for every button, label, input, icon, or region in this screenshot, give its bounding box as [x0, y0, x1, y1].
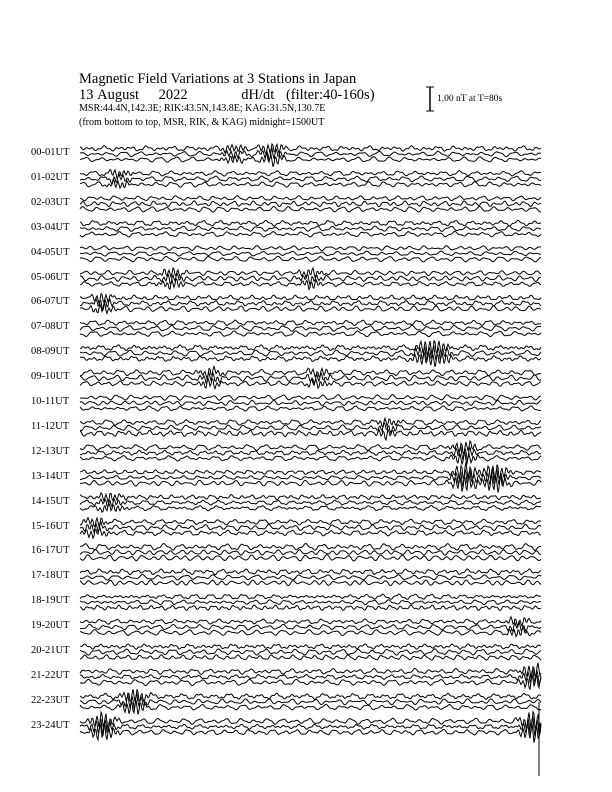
trace-kag-18-19UT [80, 594, 541, 599]
trace-msr-16-17UT [80, 555, 541, 561]
trace-order-note: (from bottom to top, MSR, RIK, & KAG) midnight=1500UT [79, 117, 325, 128]
date-day: 13 [79, 87, 94, 103]
trace-msr-01-02UT [80, 180, 541, 188]
hour-label: 09-10UT [31, 371, 70, 383]
chart-title: Magnetic Field Variations at 3 Stations in Japan [79, 71, 357, 87]
trace-rik-03-04UT [80, 226, 541, 231]
hour-label: 12-13UT [31, 445, 70, 457]
trace-msr-11-12UT [80, 429, 541, 440]
trace-rik-04-05UT [80, 251, 541, 256]
trace-msr-03-04UT [80, 231, 541, 237]
scale-label: 1.00 nT at T=80s [437, 94, 503, 104]
trace-kag-03-04UT [80, 220, 541, 226]
quantity-label: dH/dt [241, 87, 275, 103]
hour-label: 04-05UT [31, 246, 70, 258]
hour-label: 00-01UT [31, 147, 70, 158]
trace-msr-14-15UT [80, 503, 541, 512]
trace-kag-06-07UT [80, 294, 541, 304]
trace-rik-17-18UT [80, 575, 541, 580]
trace-kag-09-10UT [80, 366, 541, 378]
trace-msr-20-21UT [80, 655, 541, 660]
date-year: 2022 [158, 87, 188, 103]
hour-label: 06-07UT [31, 296, 70, 308]
trace-rik-10-11UT [80, 400, 541, 405]
trace-msr-19-20UT [80, 627, 541, 637]
trace-rik-20-21UT [80, 649, 541, 655]
hour-label: 22-23UT [31, 694, 70, 706]
hour-label: 16-17UT [31, 545, 70, 557]
trace-rik-07-08UT [80, 325, 541, 331]
trace-kag-20-21UT [80, 644, 541, 649]
hour-label: 13-14UT [31, 470, 70, 482]
hour-label: 05-06UT [31, 271, 70, 283]
hour-label: 07-08UT [31, 321, 70, 333]
hour-label: 02-03UT [31, 196, 70, 208]
trace-kag-22-23UT [80, 689, 541, 702]
station-coordinates: MSR:44.4N,142.3E; RIK:43.5N,143.8E; KAG:31.5N,130.7E [79, 103, 326, 114]
trace-msr-15-16UT [80, 528, 541, 538]
trace-rik-16-17UT [80, 550, 541, 555]
trace-kag-14-15UT [80, 493, 541, 502]
hour-label: 03-04UT [31, 221, 70, 233]
trace-msr-17-18UT [80, 580, 541, 586]
hour-label: 19-20UT [31, 620, 70, 632]
trace-kag-02-03UT [80, 196, 541, 201]
trace-kag-04-05UT [80, 246, 541, 251]
trace-msr-04-05UT [80, 256, 541, 262]
hour-label: 21-22UT [31, 669, 70, 681]
hour-label: 14-15UT [31, 495, 70, 507]
date-month: August [97, 87, 140, 103]
hour-label: 11-12UT [31, 420, 70, 432]
trace-kag-17-18UT [80, 569, 541, 575]
trace-rik-23-24UT [80, 717, 541, 737]
trace-msr-05-06UT [80, 279, 541, 290]
hour-label: 18-19UT [31, 595, 70, 607]
hour-label: 15-16UT [31, 520, 70, 532]
trace-rik-14-15UT [80, 499, 541, 507]
hour-label: 17-18UT [31, 570, 70, 582]
trace-rik-18-19UT [80, 600, 541, 605]
trace-msr-09-10UT [80, 378, 541, 389]
trace-msr-07-08UT [80, 331, 541, 337]
trace-rik-00-01UT [80, 149, 541, 160]
hour-label: 23-24UT [31, 719, 70, 731]
trace-kag-07-08UT [80, 320, 541, 325]
trace-kag-00-01UT [80, 144, 541, 154]
trace-msr-18-19UT [80, 605, 541, 611]
trace-kag-16-17UT [80, 543, 541, 550]
trace-msr-02-03UT [80, 206, 541, 212]
trace-rik-02-03UT [80, 201, 541, 207]
hour-label: 08-09UT [31, 346, 70, 358]
trace-msr-10-11UT [80, 406, 541, 411]
trace-kag-10-11UT [80, 395, 541, 401]
trace-kag-11-12UT [80, 418, 541, 426]
filter-label: (filter:40-160s) [285, 87, 375, 103]
hour-label: 20-21UT [31, 645, 70, 656]
hour-label: 01-02UT [31, 171, 70, 183]
trace-rik-15-16UT [80, 522, 541, 532]
trace-kag-05-06UT [80, 268, 541, 277]
hour-label: 10-11UT [31, 396, 70, 407]
trace-kag-19-20UT [80, 617, 541, 626]
